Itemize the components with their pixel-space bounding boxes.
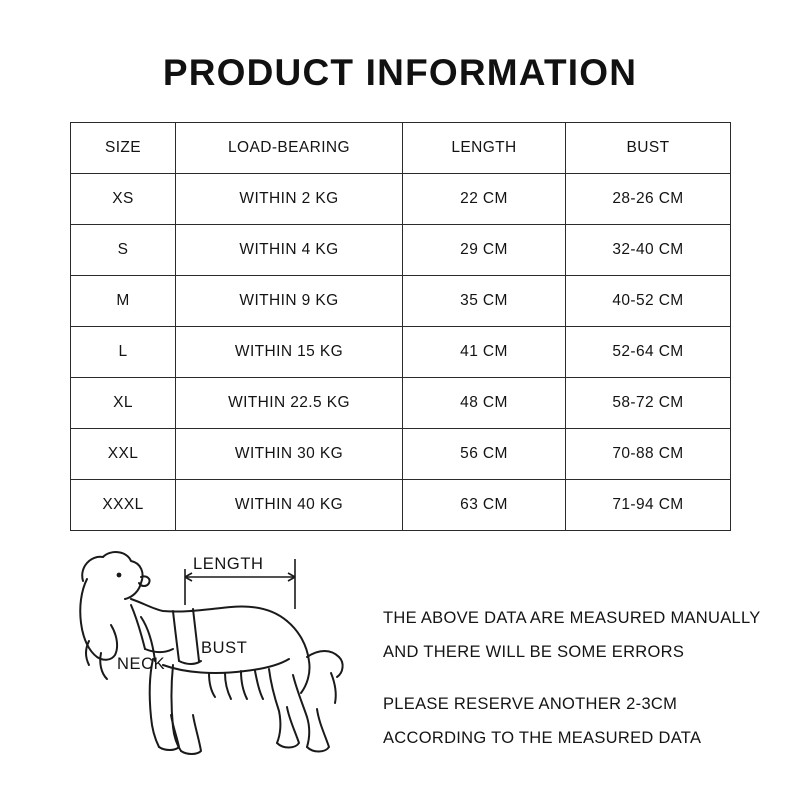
cell-load-bearing: WITHIN 15 KG <box>176 327 403 378</box>
table-row <box>71 225 731 276</box>
table-row <box>71 378 731 429</box>
cell-bust: 58-72 CM <box>566 378 731 429</box>
product-information-page <box>0 30 800 800</box>
cell-bust: 52-64 CM <box>566 327 731 378</box>
cell-size: XXXL <box>71 480 176 531</box>
column-header-load-bearing: LOAD-BEARING <box>176 123 403 174</box>
note-line-2: AND THERE WILL BE SOME ERRORS <box>383 643 685 662</box>
table-row <box>71 480 731 531</box>
label-length: LENGTH <box>193 555 264 573</box>
cell-load-bearing: WITHIN 9 KG <box>176 276 403 327</box>
cell-bust: 71-94 CM <box>566 480 731 531</box>
table-row <box>71 327 731 378</box>
cell-bust: 32-40 CM <box>566 225 731 276</box>
label-neck: NECK <box>117 655 166 673</box>
dog-outline-icon <box>45 545 375 795</box>
table-row <box>71 276 731 327</box>
column-header-size: SIZE <box>71 123 176 174</box>
cell-load-bearing: WITHIN 22.5 KG <box>176 378 403 429</box>
dog-diagram <box>45 545 375 795</box>
table-row <box>71 429 731 480</box>
cell-length: 63 CM <box>403 480 566 531</box>
size-chart-table <box>70 122 731 531</box>
note-line-3: PLEASE RESERVE ANOTHER 2-3CM <box>383 695 678 714</box>
size-table-container <box>70 122 730 531</box>
cell-length: 41 CM <box>403 327 566 378</box>
cell-load-bearing: WITHIN 2 KG <box>176 174 403 225</box>
cell-length: 22 CM <box>403 174 566 225</box>
note-line-1: THE ABOVE DATA ARE MEASURED MANUALLY <box>383 609 761 627</box>
measurement-section <box>0 545 800 795</box>
table-header-row <box>71 123 731 174</box>
cell-size: XL <box>71 378 176 429</box>
note-line-4: ACCORDING TO THE MEASURED DATA <box>383 729 702 748</box>
cell-size: L <box>71 327 176 378</box>
cell-load-bearing: WITHIN 4 KG <box>176 225 403 276</box>
cell-size: S <box>71 225 176 276</box>
cell-bust: 40-52 CM <box>566 276 731 327</box>
cell-length: 35 CM <box>403 276 566 327</box>
cell-length: 56 CM <box>403 429 566 480</box>
cell-load-bearing: WITHIN 40 KG <box>176 480 403 531</box>
cell-bust: 70-88 CM <box>566 429 731 480</box>
page-title: PRODUCT INFORMATION <box>162 52 638 93</box>
cell-load-bearing: WITHIN 30 KG <box>176 429 403 480</box>
label-bust: BUST <box>201 639 248 657</box>
cell-length: 29 CM <box>403 225 566 276</box>
column-header-length: LENGTH <box>403 123 566 174</box>
table-row <box>71 174 731 225</box>
cell-length: 48 CM <box>403 378 566 429</box>
column-header-bust: BUST <box>566 123 731 174</box>
cell-size: XXL <box>71 429 176 480</box>
notes-block <box>383 605 783 759</box>
table-body <box>71 174 731 531</box>
table-header <box>71 123 731 174</box>
cell-size: M <box>71 276 176 327</box>
cell-bust: 28-26 CM <box>566 174 731 225</box>
cell-size: XS <box>71 174 176 225</box>
